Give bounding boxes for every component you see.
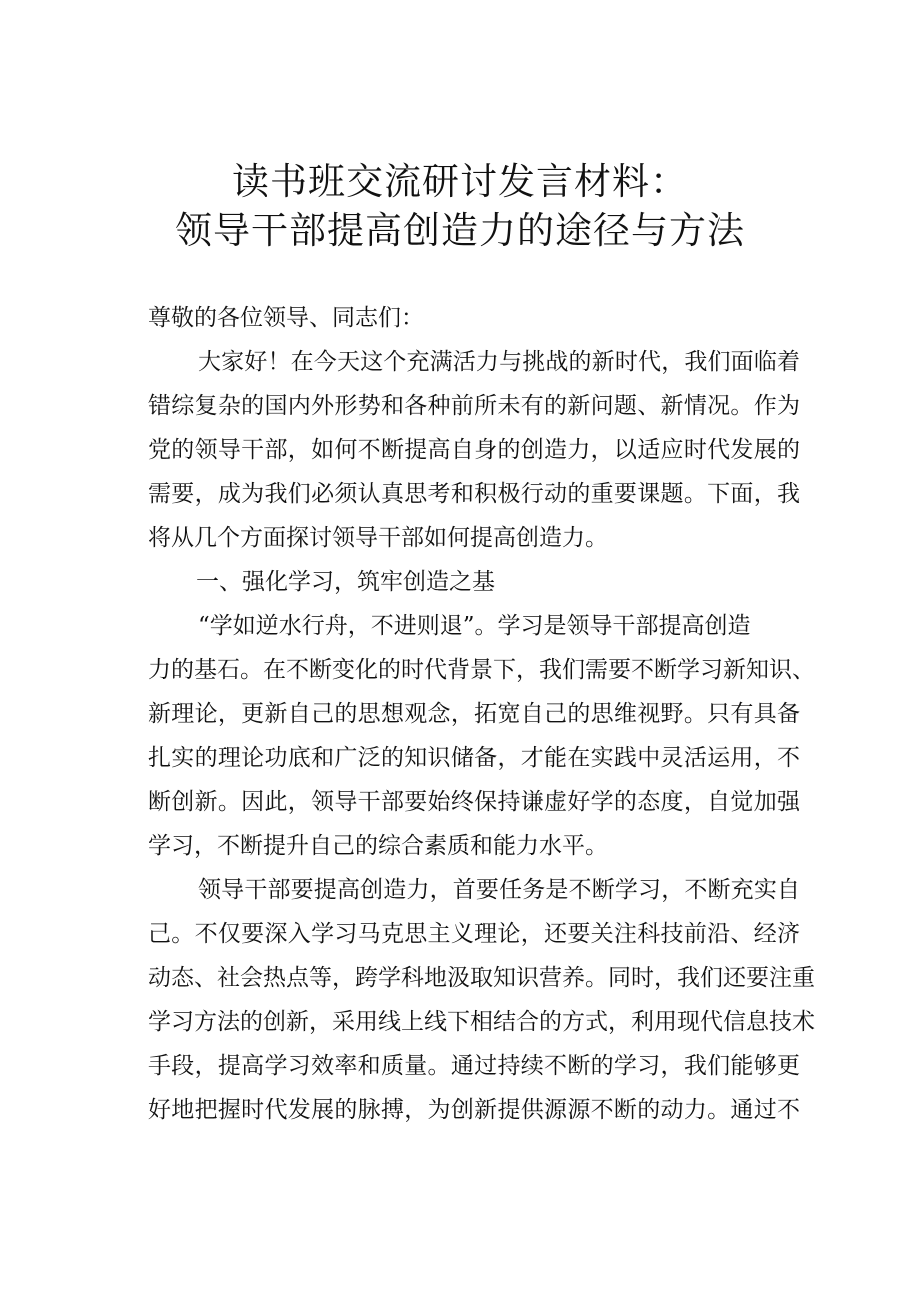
document-title-line-2: 领导干部提高创造力的途径与方法 [175,209,745,252]
intro-line: 大家好！在今天这个充满活力与挑战的新时代，我们面临着 [198,349,800,375]
paragraph-line: 领导干部要提高创造力，首要任务是不断学习，不断充实自 [198,877,800,903]
intro-line: 党的领导干部，如何不断提高自身的创造力，以适应时代发展的 [148,437,800,463]
intro-line: 需要，成为我们必须认真思考和积极行动的重要课题。下面，我 [148,481,800,507]
paragraph-line: 新理论，更新自己的思想观念，拓宽自己的思维视野。只有具备 [148,701,800,727]
intro-line: 将从几个方面探讨领导干部如何提高创造力。 [148,525,608,551]
paragraph-line: 学习方法的创新，采用线上线下相结合的方式，利用现代信息技术 [148,1009,815,1035]
document-title-line-1: 读书班交流研讨发言材料： [232,160,688,203]
section-heading: 一、强化学习，筑牢创造之基 [196,569,495,595]
paragraph-line: 扎实的理论功底和广泛的知识储备，才能在实践中灵活运用，不 [148,745,800,771]
paragraph-line: 好地把握时代发展的脉搏，为创新提供源源不断的动力。通过不 [148,1097,800,1123]
paragraph-line: 动态、社会热点等，跨学科地汲取知识营养。同时，我们还要注重 [148,965,815,991]
paragraph-line: 断创新。因此，领导干部要始终保持谦虚好学的态度，自觉加强 [148,789,800,815]
paragraph-line: 手段，提高学习效率和质量。通过持续不断的学习，我们能够更 [148,1053,800,1079]
intro-line: 错综复杂的国内外形势和各种前所未有的新问题、新情况。作为 [148,393,800,419]
paragraph-line: 己。不仅要深入学习马克思主义理论，还要关注科技前沿、经济 [148,921,800,947]
paragraph-line: 力的基石。在不断变化的时代背景下，我们需要不断学习新知识、 [148,657,815,683]
paragraph-line: 学习，不断提升自己的综合素质和能力水平。 [148,833,608,859]
salutation: 尊敬的各位领导、同志们： [148,305,424,331]
paragraph-line: “学如逆水行舟，不进则退”。学习是领导干部提高创造 [198,613,751,639]
